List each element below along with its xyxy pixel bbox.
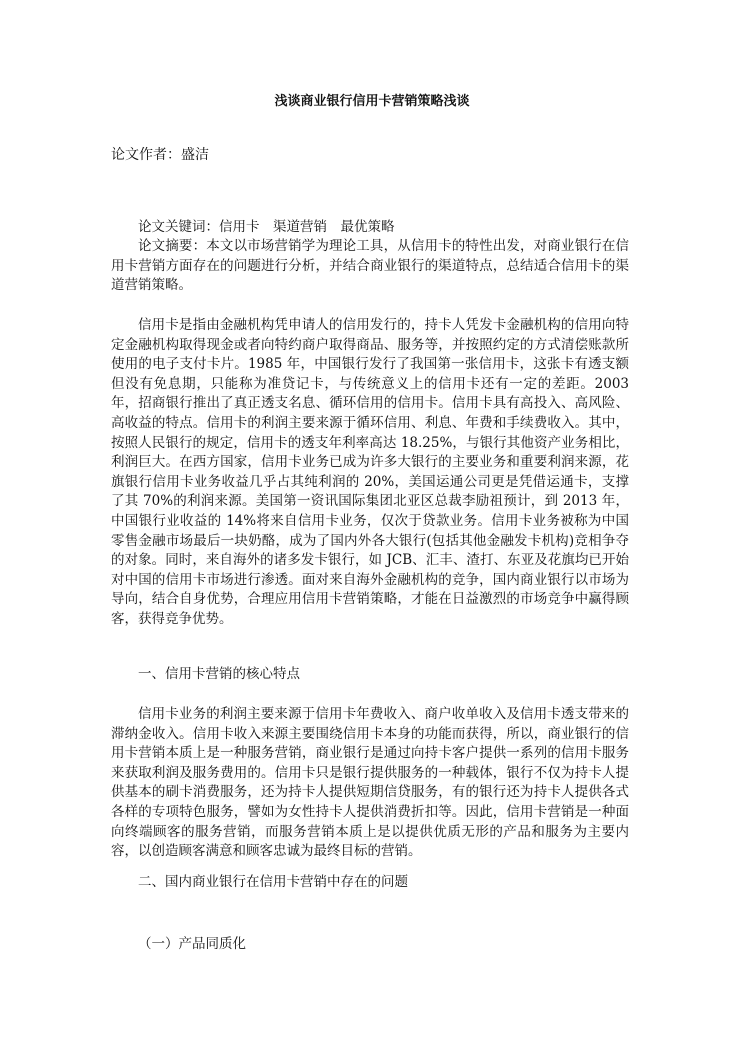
document-title: 浅谈商业银行信用卡营销策略浅谈: [274, 94, 470, 109]
intro-paragraph: 信用卡是指由金融机构凭申请人的信用发行的，持卡人凭发卡金融机构的信用向特定金融机构取得现金或者向特约商户取得商品、服务等，并按照约定的方式清偿账款所使用的电子支付卡片。1985 年，中国银行发行了我国第一张信用卡，这张卡有透支额但没有免息期，只能称为准贷记卡，与传统意义上的信用卡还有一定的差距。2003 年，招商银行推出了真正透支名息、循环信用的信用卡。信用卡具有高投入、高风险、高收益的特点。信用卡的利润主要来源于循环信用、利息、年费和手续费收入。其中，按照人民银行的规定，信用卡的透支年利率高达 18.25%，与银行其他资产业务相比，利润巨大。在西方国家，信用卡业务已成为许多大银行的主要业务和重要利润来源，花旗银行信用卡业务收益几乎占其纯利润的 20%，美国运通公司更是凭借运通卡，支撑了其 70%的利润来源。美国第一资讯国际集团北亚区总裁李励祖预计，到 2013 年，中国银行业收益的 14%将来自信用卡业务，仅次于贷款业务。信用卡业务被称为中国零售金融市场最后一块奶酪，成为了国内外各大银行(包括其他金融发卡机构)竞相争夺的对象。同时，来自海外的诸多发卡银行，如 JCB、汇丰、渣打、东亚及花旗均已开始对中国的信用卡市场进行渗透。面对来自海外金融机构的竞争，国内商业银行以市场为导向，结合自身优势，合理应用信用卡营销策略，才能在日益激烈的市场竞争中赢得顾客，获得竞争优势。: [111, 317, 629, 627]
abstract-paragraph: 论文摘要：本文以市场营销学为理论工具，从信用卡的特性出发，对商业银行在信用卡营销方面存在的问题进行分析，并结合商业银行的渠道特点，总结适合信用卡的渠道营销策略。: [111, 238, 629, 294]
section-1-heading: 一、信用卡营销的核心特点: [138, 666, 300, 682]
section-1-paragraph: 信用卡业务的利润主要来源于信用卡年费收入、商户收单收入及信用卡透支带来的滞纳金收入。信用卡收入来源主要围绕信用卡本身的功能而获得，所以，商业银行的信用卡营销本质上是一种服务营销，商业银行是通过向持卡客户提供一系列的信用卡服务来获取利润及服务费用的。信用卡只是银行提供服务的一种载体，银行不仅为持卡人提供基本的刷卡消费服务，还为持卡人提供短期信贷服务，有的银行还为持卡人提供各式各样的专项特色服务，譬如为女性持卡人提供消费折扣等。因此，信用卡营销是一种面向终端顾客的服务营销，而服务营销本质上是以提供优质无形的产品和服务为主要内容，以创造顾客满意和顾客忠诚为最终目标的营销。: [111, 706, 629, 860]
keywords-line: 论文关键词：信用卡 渠道营销 最优策略: [138, 219, 395, 235]
author-line: 论文作者：盛洁: [111, 147, 209, 163]
subsection-2-1-heading: （一）产品同质化: [138, 936, 246, 952]
section-2-heading: 二、国内商业银行在信用卡营销中存在的问题: [138, 874, 408, 890]
